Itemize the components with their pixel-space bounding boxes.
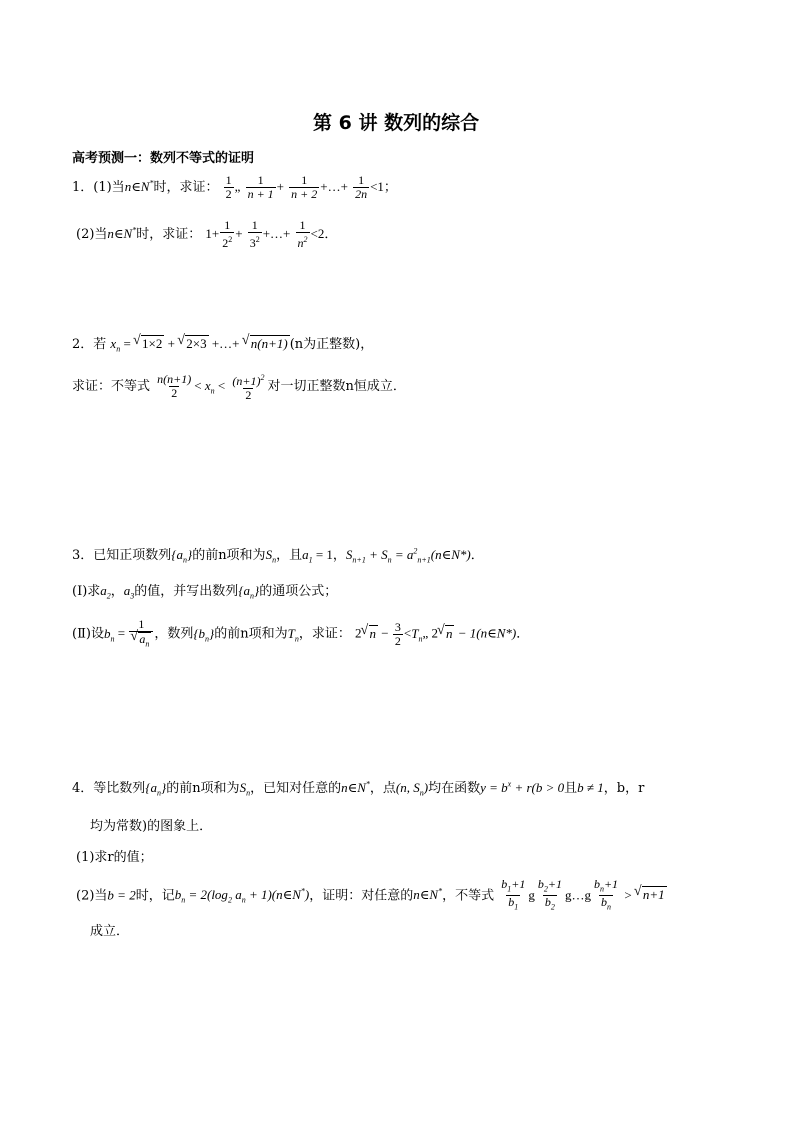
p2-prefix: 2．若 (72, 337, 107, 352)
p1-part2-prefix: (2)当 (76, 227, 108, 242)
problem-3-line-2: (Ⅰ)求$a_2$，$a_3$的值，并写出数列$\{a_n\}$的通项公式； (72, 583, 338, 601)
p3-line3-d: ，求证： (298, 626, 351, 642)
p4-line1-b: 的前n项和为 (166, 781, 240, 796)
p4-line1-a: 4．等比数列 (72, 781, 146, 796)
p4-line4-c: ，证明：对任意的 (309, 888, 414, 904)
section-heading: 高考预测一：数列不等式的证明 (72, 151, 255, 166)
p3-line1-c: ，且 (276, 548, 303, 563)
p1-part2-cond: n∈N (107, 226, 133, 241)
p3-line1-a: 3．已知正项数列 (72, 548, 172, 563)
problem-4-line-2: 均为常数)的图象上． (90, 819, 213, 834)
p1-part2-mid: 时，求证： (136, 227, 202, 242)
p2-line2-tail: 对一切正整数n恒成立． (267, 379, 406, 394)
p3-line3-a: (Ⅱ)设 (72, 626, 104, 642)
problem-2-line-2: 求证：不等式 $\frac{n(n+1)}{2}$ < $x_n$ < $\frac{(n+1)^2}{2}$ 对一切正整数n恒成立． (72, 372, 406, 402)
problem-4-line-1: 4．等比数列$\{a_n\}$的前n项和为$S_n$，已知对任意的n∈N*，点(n, $S_n$)均在函数$y = b^x + r(b > 0$且b ≠ 1，b，r (72, 779, 645, 798)
problem-4-line-4: (2)当b = 2时，记$b_n = 2(\log_2$ $a_n$ + 1)(n∈N*)，证明：对任意的n∈N*，不等式 $\frac{b_1+1}{b_1}$ g $\frac{b_2+1}{b_2}$ g…g $\frac{b_n+1}{b_n}$ > √ n+1 (76, 878, 667, 914)
problem-2-line-1: 2．若 $x_n$ = √ 1×2 + √ 2×3 +…+ √ n(n+1) (n为正整数)， (72, 333, 373, 354)
problem-3-line-3: (Ⅱ)设$b_n$ = 1 √ $a_n$ ，数列$\{b_n\}$的前n项和为$T_n$，求证： 2√ n − $\frac{3}{2}$ $<T_n„$ 2√ n − 1(n∈N*)． (72, 618, 529, 650)
p3-line1-b: 的前n项和为 (192, 548, 266, 563)
p3-line2-b: 的值，并写出数列 (134, 584, 239, 599)
page-title: 第 6 讲 数列的综合 (313, 112, 480, 134)
p4-line1-d: ，点 (369, 781, 396, 796)
p4-line4-a: (2)当 (76, 888, 108, 904)
p3-line2-c: 的通项公式； (259, 584, 338, 599)
problem-3-line-1: 3．已知正项数列$\{a_n\}$的前n项和为$S_n$，且$a_1 = 1$，$S_{n+1} + S_n$ = $a^2_{n+1}(n\in N*)$． (72, 546, 484, 565)
p4-line4-d: ，不等式 (442, 888, 495, 904)
p4-line4-b: 时，记 (135, 888, 175, 904)
p1-part1-cond: n∈N (124, 179, 150, 194)
p4-line1-c: ，已知对任意的 (250, 781, 342, 796)
problem-1-part-2: (2)当n∈N*时，求证： 1+ $\frac{1}{2^2}$ + $\frac{1}{3^2}$ +…+ $\frac{1}{n^2}$ <2． (76, 218, 338, 250)
p4-line1-e: 均在函数 (428, 781, 481, 796)
problem-4-line-3: (1)求r的值； (76, 850, 153, 865)
p3-line3-b: ，数列 (154, 626, 194, 642)
p3-line2-a: (Ⅰ)求 (72, 584, 101, 599)
p4-line1-g: ，b，r (603, 781, 645, 796)
p4-line1-f: 且 (564, 781, 578, 796)
p1-part1-prefix: 1．(1)当 (72, 180, 125, 195)
p1-part1-mid: 时，求证： (153, 180, 219, 195)
problem-4-line-5: 成立． (90, 924, 130, 939)
problem-1-part-1: 1．(1)当n∈N*时，求证： $\frac{1}{2}$ „ $\frac{1}{n + 1}$ + $\frac{1}{n + 2}$ +…+ $\frac{1}{2n}$ <1； (72, 173, 397, 201)
p2-line1-tail: (n为正整数)， (289, 337, 374, 352)
p2-line2-prefix: 求证：不等式 (72, 379, 151, 394)
p3-line3-c: 的前n项和为 (214, 626, 288, 642)
